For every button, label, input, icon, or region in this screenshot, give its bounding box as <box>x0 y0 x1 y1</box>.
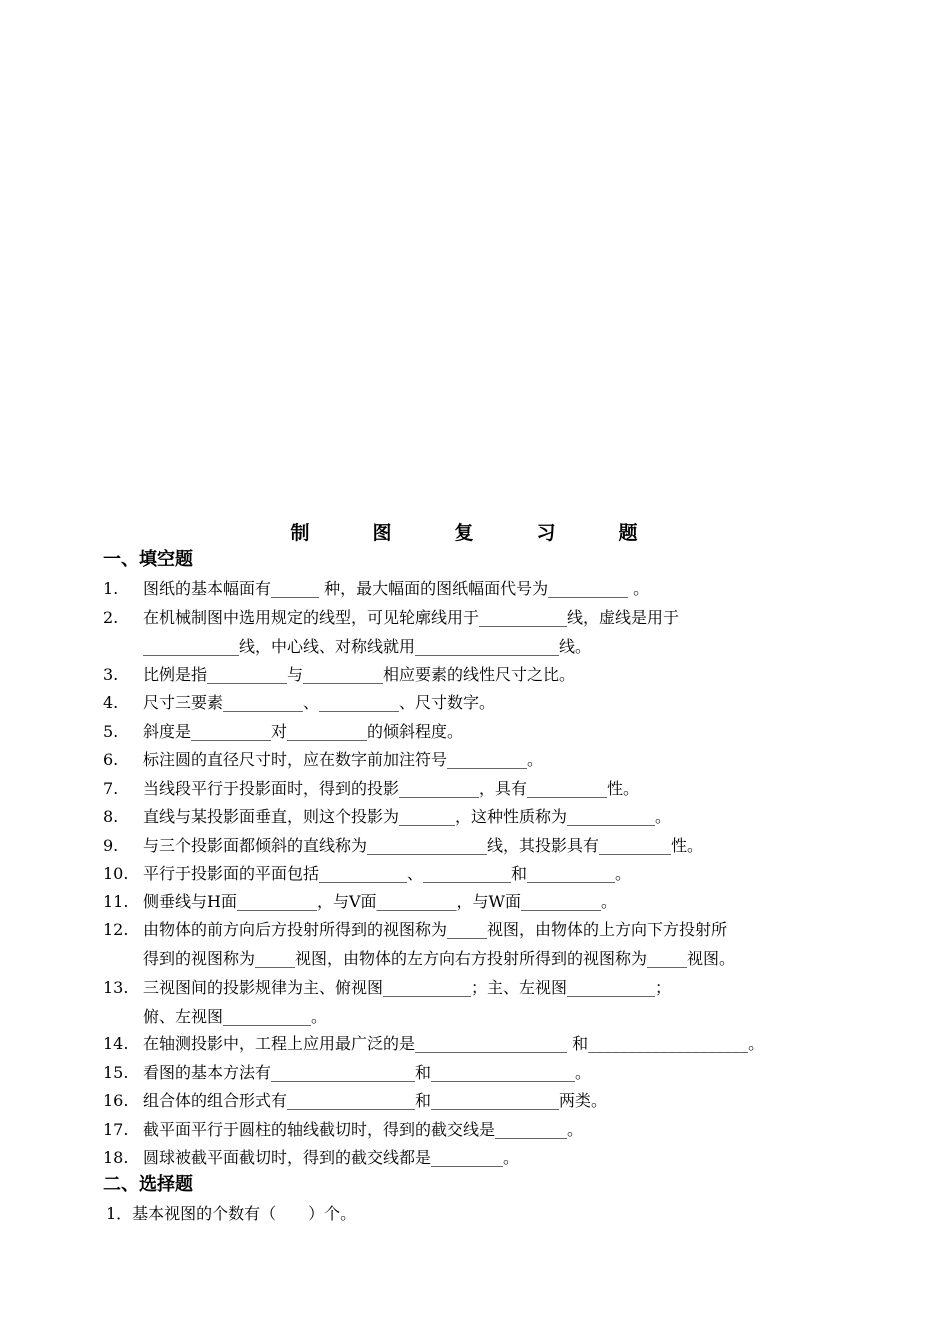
item-number: 2. <box>103 608 119 627</box>
item-number: 14. <box>103 1034 129 1053</box>
item-text: 侧垂线与H面__________，与V面__________，与W面__________。 <box>143 892 617 911</box>
item-number: 7. <box>103 779 119 798</box>
section-heading-fill-in: 一、填空题 <box>103 549 193 570</box>
item-number: 12. <box>103 920 129 939</box>
item-text: 在轴测投影中，工程上应用最广泛的是___________________ 和____________________。 <box>143 1034 765 1053</box>
list-item <box>103 803 863 832</box>
list-item <box>103 746 863 775</box>
item-number: 18. <box>103 1148 129 1167</box>
item-number: 1. <box>103 579 119 598</box>
list-item <box>103 661 863 690</box>
list-item <box>103 775 863 804</box>
item-text: 组合体的组合形式有________________和________________两类。 <box>143 1091 608 1110</box>
item-text: 三视图间的投影规律为主、俯视图___________；主、左视图___________； <box>143 978 672 997</box>
list-item <box>103 916 863 973</box>
list-item <box>103 1087 863 1116</box>
list-item <box>103 860 863 889</box>
item-text-continued: 俯、左视图___________。 <box>143 1006 328 1026</box>
item-number: 11. <box>103 892 129 911</box>
item-text: 尺寸三要素__________、__________、尺寸数字。 <box>143 693 496 712</box>
item-number: 9. <box>103 836 119 855</box>
item-number: 16. <box>103 1091 129 1110</box>
item-text: 圆球被截平面截切时，得到的截交线都是_________。 <box>143 1148 520 1167</box>
mcq-item: 1．基本视图的个数有（ ）个。 <box>106 1204 357 1223</box>
list-item <box>103 888 863 917</box>
item-text: 与三个投影面都倾斜的直线称为_______________线，其投影具有_________性。 <box>143 836 704 855</box>
item-text: 斜度是__________对__________的倾斜程度。 <box>143 722 464 741</box>
list-item <box>103 1030 863 1059</box>
item-text: 截平面平行于圆柱的轴线截切时，得到的截交线是_________。 <box>143 1120 584 1139</box>
item-number: 13. <box>103 978 129 997</box>
item-number: 6. <box>103 750 119 769</box>
item-text: 图纸的基本幅面有______ 种，最大幅面的图纸幅面代号为__________ 。 <box>143 579 650 598</box>
list-item <box>103 1116 863 1145</box>
item-text: 标注圆的直径尺寸时，应在数字前加注符号__________。 <box>143 750 544 769</box>
list-item <box>103 1144 863 1173</box>
list-item <box>103 832 863 861</box>
list-item <box>103 689 863 718</box>
list-item <box>103 718 863 747</box>
item-text: 在机械制图中选用规定的线型，可见轮廓线用于___________线，虚线是用于 <box>143 608 680 627</box>
item-number: 5. <box>103 722 119 741</box>
list-item <box>103 1059 863 1088</box>
item-number: 10. <box>103 864 129 883</box>
item-text: 比例是指__________与__________相应要素的线性尺寸之比。 <box>143 665 576 684</box>
list-item <box>103 974 863 1031</box>
list-item <box>103 575 863 604</box>
item-number: 15. <box>103 1063 129 1082</box>
item-number: 4. <box>103 693 119 712</box>
page-title: 制 图 复 习 题 <box>290 522 660 544</box>
item-text: 平行于投影面的平面包括___________、___________和___________。 <box>143 864 632 883</box>
item-number: 8. <box>103 807 119 826</box>
item-text: 当线段平行于投影面时，得到的投影__________，具有__________性。 <box>143 779 640 798</box>
item-number: 3. <box>103 665 119 684</box>
item-number: 17. <box>103 1120 129 1139</box>
section-heading-multiple-choice: 二、选择题 <box>103 1174 193 1195</box>
item-text-continued: ____________线，中心线、对称线就用__________________线。 <box>143 636 592 656</box>
item-text-continued: 得到的视图称为_____视图，由物体的左方向右方投射所得到的视图称为_____视图。 <box>143 948 736 968</box>
item-text: 看图的基本方法有__________________和__________________。 <box>143 1063 592 1082</box>
list-item <box>103 604 863 661</box>
item-text: 由物体的前方向后方投射所得到的视图称为_____视图，由物体的上方向下方投射所 <box>143 920 728 939</box>
item-text: 直线与某投影面垂直，则这个投影为_______，这种性质称为___________。 <box>143 807 672 826</box>
